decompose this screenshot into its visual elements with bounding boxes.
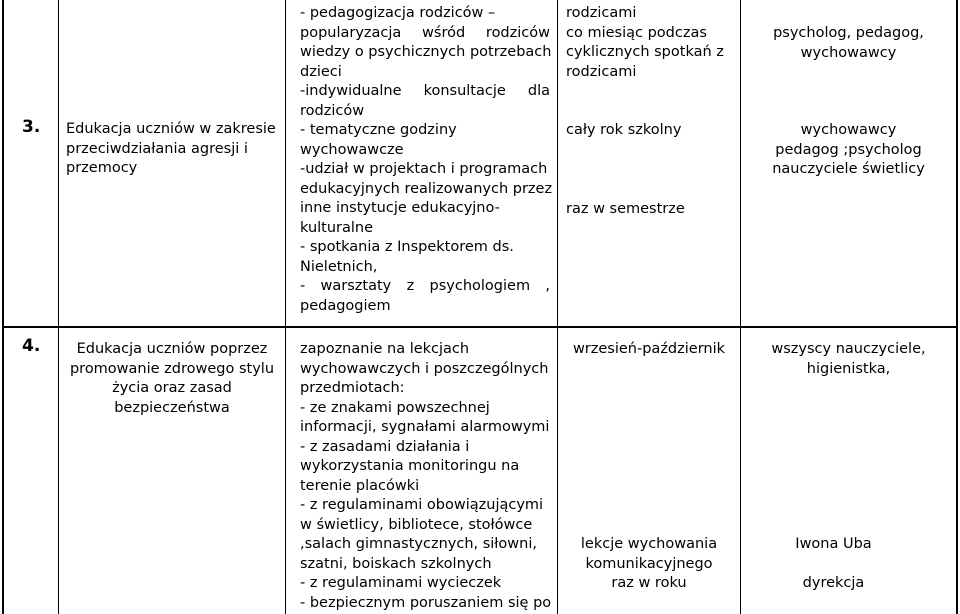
row-title: Edukacja uczniów w zakresie przeciwdziałania agresji i przemocy [66,121,276,176]
table-border-right [956,0,958,614]
term-cell: lekcje wychowania komunikacyjnego raz w roku [580,536,718,591]
table-border-left [2,0,4,614]
row-number: 4. [22,336,41,356]
term-cell: wrzesień-październik [572,341,726,357]
activities-cell: zapoznanie na lekcjach wychowawczych i poszczególnych przedmiotach: - ze znakami powszechnej informacji, sygnałami alarmowymi - z zasadami działania i wykorzystania monitoringu na terenie placówki - z regulaminami obowiązującymi w świetlicy, bibliotece, stołówce ,salach gimnastycznych, siłowni, szatni, boiskach szkolnych - z regulaminami wycieczek - bezpiecznym poruszaniem się po [300,341,552,611]
term-cell: raz w semestrze [566,201,685,217]
term-cell: rodzicami co miesiąc podczas cyklicznych spotkań z rodzicami [566,5,724,80]
row-number: 3. [22,117,41,137]
column-divider-4 [740,0,741,614]
column-divider-1 [58,0,59,614]
responsible-cell: wychowawcy pedagog ;psycholog nauczyciele świetlicy [772,122,925,177]
column-divider-3 [557,0,558,614]
column-divider-2 [285,0,286,614]
responsible-cell: psycholog, pedagog, wychowawcy [773,25,924,61]
activities-cell: - pedagogizacja rodziców – popularyzacja wśród rodziców wiedzy o psychicznych potrzebach dzieci -indywidualne konsultacje dla rodziców - tematyczne godziny wychowawcze -udział w projektach i programach edukacyjnych realizowanych przez inne instytucje edukacyjno- kulturalne - spotkania z Inspektorem ds. Nieletnich, - warsztaty z psychologiem , pedagogiem [300,5,553,314]
row-divider [2,326,958,328]
responsible-cell: wszyscy nauczyciele, higienistka, [771,341,926,377]
responsible-cell: Iwona Uba dyrekcja [795,536,872,591]
row-title: Edukacja uczniów poprzez promowanie zdrowego stylu życia oraz zasad bezpieczeństwa [69,341,275,416]
term-cell: cały rok szkolny [566,122,682,138]
